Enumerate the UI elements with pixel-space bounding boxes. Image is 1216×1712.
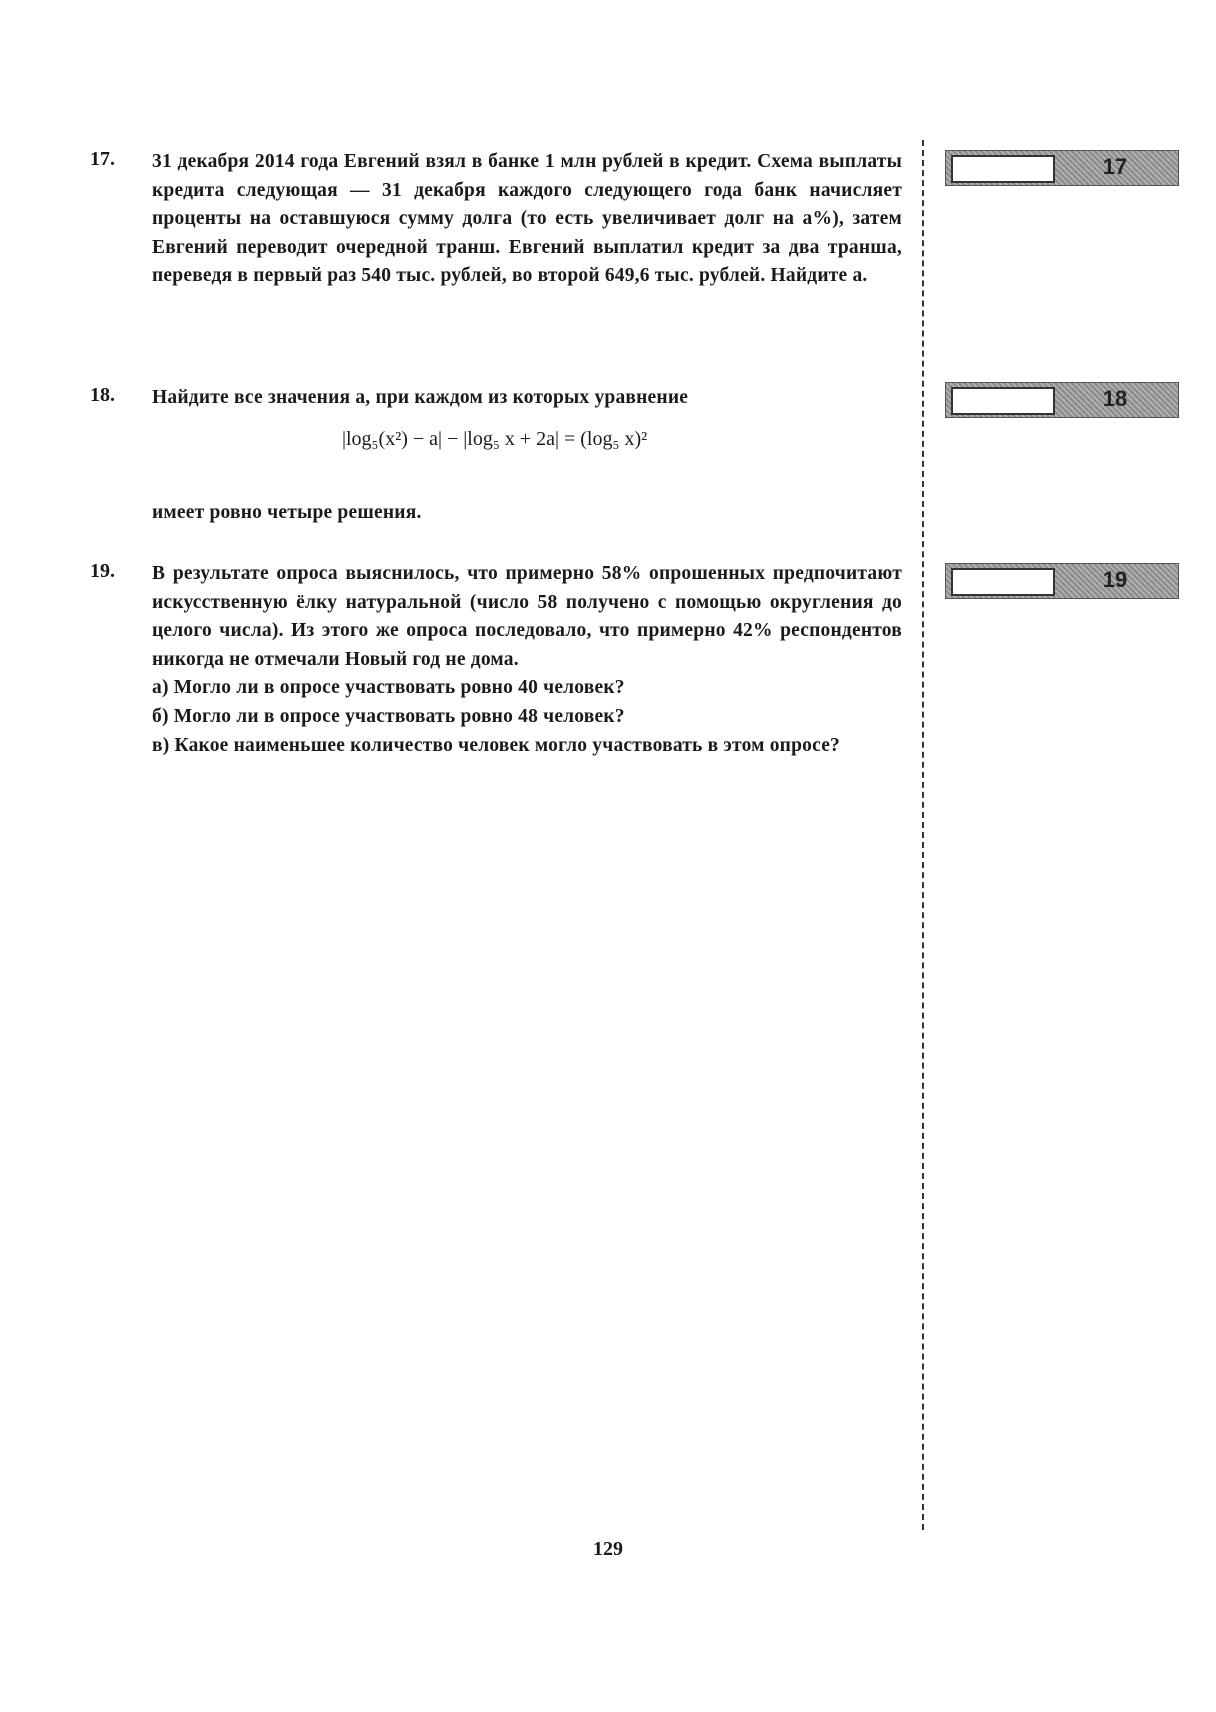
answer-field[interactable] [951, 568, 1055, 596]
question-b: б) Могло ли в опросе участвовать ровно 48 человек? [152, 705, 625, 727]
answer-box-number: 18 [1102, 386, 1128, 411]
answer-field[interactable] [951, 155, 1055, 183]
page-number: 129 [593, 1538, 623, 1560]
problem-number: 19. [90, 560, 115, 582]
answer-box-number: 17 [1102, 154, 1128, 179]
answer-box-18 [945, 382, 1179, 418]
problem-text: Найдите все значения a, при каждом из которых уравнение [152, 387, 689, 408]
problem-19 [90, 560, 902, 760]
problem-18 [90, 384, 902, 527]
problem-number: 18. [90, 384, 115, 406]
problem-number: 17. [90, 148, 115, 170]
equation: |log₅(x²) − a| − |log₅ x + 2a| = (log₅ x)² [342, 428, 648, 450]
problem-text: 31 декабря 2014 года Евгений взял в банке 1 млн рублей в кредит. Схема выплаты кредита следующая — 31 декабря каждого следующего года банк начисляет проценты на оставшуюся сумму долга (то есть увеличивает долг на a%), затем Евгений переводит очередной транш. Евгений выплатил кредит за два транша, переведя в первый раз 540 тыс. рублей, во второй 649,6 тыс. рублей. Найдите a. [152, 151, 902, 287]
problem-text: В результате опроса выяснилось, что примерно 58% опрошенных предпочитают искусственную ёлку натуральной (число 58 получено с помощью округления до целого числа). Из этого же опроса последовало, что примерно 42% респондентов никогда не отмечали Новый год не дома. [152, 563, 902, 670]
problem-text-after: имеет ровно четыре решения. [152, 501, 422, 523]
question-c: в) Какое наименьшее количество человек могло участвовать в этом опросе? [152, 734, 840, 756]
answer-field[interactable] [951, 387, 1055, 415]
problem-17 [90, 148, 902, 291]
answer-box-17 [945, 150, 1179, 186]
question-a: а) Могло ли в опросе участвовать ровно 40 человек? [152, 677, 625, 699]
cut-line [922, 140, 924, 1530]
answer-box-number: 19 [1102, 567, 1128, 592]
answer-box-19 [945, 563, 1179, 599]
